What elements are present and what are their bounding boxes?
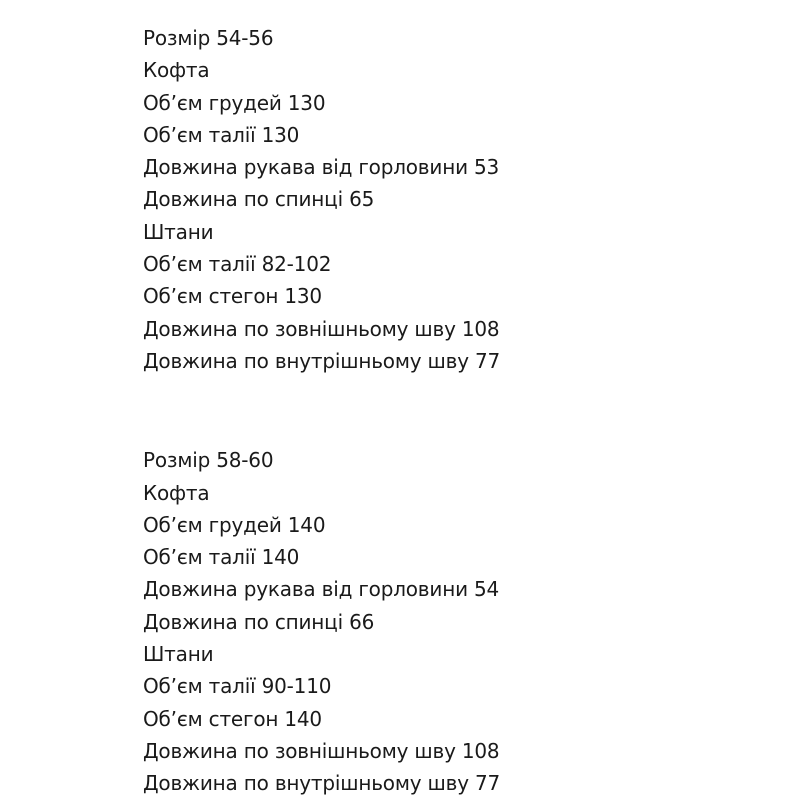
measurement-line: Довжина по спинці 66 bbox=[143, 609, 375, 634]
size-heading: Розмір 54-56 bbox=[143, 26, 274, 50]
measurement-line: Об’єм талії 82-102 bbox=[143, 252, 332, 277]
measurement-line: Довжина по зовнішньому шву 108 bbox=[143, 738, 500, 763]
top-heading: Кофта bbox=[143, 480, 210, 505]
measurement-line: Об’єм грудей 140 bbox=[143, 512, 326, 537]
measurement-line: Об’єм грудей 130 bbox=[143, 90, 326, 115]
measurement-line: Об’єм стегон 130 bbox=[143, 284, 322, 309]
top-heading: Кофта bbox=[143, 58, 210, 83]
measurement-line: Об’єм талії 90-110 bbox=[143, 674, 332, 699]
measurement-line: Довжина по внутрішньому шву 77 bbox=[143, 771, 501, 796]
pants-heading: Штани bbox=[143, 219, 214, 244]
size-block-58-60 bbox=[143, 444, 743, 799]
measurement-line: Довжина по спинці 65 bbox=[143, 187, 375, 212]
size-block-54-56 bbox=[143, 22, 743, 377]
measurement-line: Довжина по зовнішньому шву 108 bbox=[143, 316, 500, 341]
measurement-line: Об’єм талії 140 bbox=[143, 545, 300, 570]
size-heading: Розмір 58-60 bbox=[143, 448, 274, 473]
measurement-line: Довжина по внутрішньому шву 77 bbox=[143, 348, 501, 373]
measurement-line: Довжина рукава від горловини 54 bbox=[143, 577, 500, 602]
size-chart-document bbox=[143, 22, 743, 800]
measurement-line: Довжина рукава від горловини 53 bbox=[143, 155, 500, 180]
block-spacer bbox=[143, 377, 743, 444]
pants-heading: Штани bbox=[143, 642, 214, 667]
measurement-line: Об’єм талії 130 bbox=[143, 122, 300, 147]
measurement-line: Об’єм стегон 140 bbox=[143, 706, 322, 731]
